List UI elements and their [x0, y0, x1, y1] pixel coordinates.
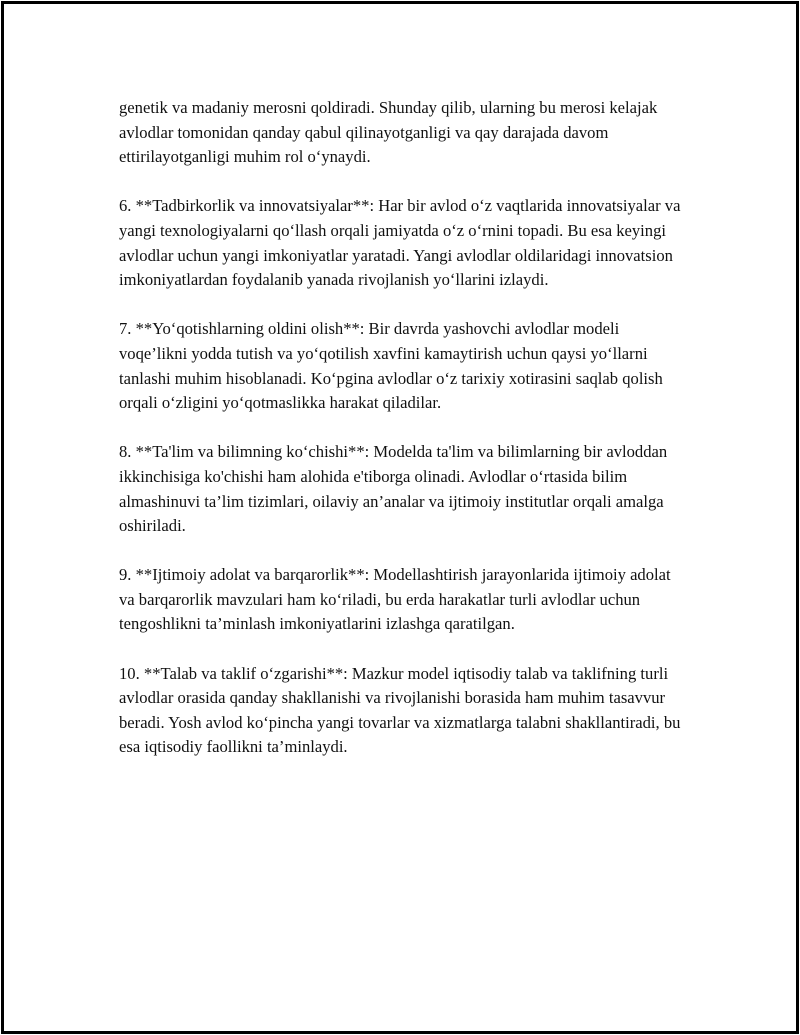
document-body: [119, 96, 684, 785]
paragraph-item-10: 10. **Talab va taklif o‘zgarishi**: Mazkur model iqtisodiy talab va taklifning turli avlodlar orasida qanday shakllanishi va rivojlanishi borasida ham muhim tasavvur beradi. Yosh avlod ko‘pincha yangi tovarlar va xizmatlarga talabni shakllantiradi, bu esa iqtisodiy faollikni ta’minlaydi.: [119, 663, 681, 757]
paragraph-item-9: 9. **Ijtimoiy adolat va barqarorlik**: Modellashtirish jarayonlarida ijtimoiy adolat va barqarorlik mavzulari ham ko‘riladi, bu erda harakatlar turli avlodlar uchun tengoshlikni ta’minlash imkoniyatlarini izlashga qaratilgan.: [119, 565, 671, 634]
page-frame: [1, 1, 799, 1034]
paragraph-item-7: 7. **Yo‘qotishlarning oldini olish**: Bir davrda yashovchi avlodlar modeli voqe’likni yodda tutish va yo‘qotilish xavfini kamaytirish uchun qaysi yo‘llarni tanlashi muhim hisoblanadi. Ko‘pgina avlodlar o‘z tarixiy xotirasini saqlab qolish orqali o‘zligini yo‘qotmaslikka harakat qiladilar.: [119, 319, 663, 413]
paragraph-continuation: genetik va madaniy merosni qoldiradi. Shunday qilib, ularning bu merosi kelajak avlodlar tomonidan qanday qabul qilinayotganligi va qay darajada davom ettirilayotganligi muhim rol o‘ynaydi.: [119, 98, 658, 167]
paragraph-item-8: 8. **Ta'lim va bilimning ko‘chishi**: Modelda ta'lim va bilimlarning bir avloddan ikkinchisiga ko'chishi ham alohida e'tiborga olinadi. Avlodlar o‘rtasida bilim almashinuvi ta’lim tizimlari, oilaviy an’analar va ijtimoiy institutlar orqali amalga oshiriladi.: [119, 442, 668, 536]
paragraph-item-6: 6. **Tadbirkorlik va innovatsiyalar**: Har bir avlod o‘z vaqtlarida innovatsiyalar va yangi texnologiyalarni qo‘llash orqali jamiyatda o‘z o‘rnini topadi. Bu esa keyingi avlodlar uchun yangi imkoniyatlar yaratadi. Yangi avlodlar oldilaridagi innovatsion imkoniyatlardan foydalanib yanada rivojlanish yo‘llarini izlaydi.: [119, 196, 681, 290]
